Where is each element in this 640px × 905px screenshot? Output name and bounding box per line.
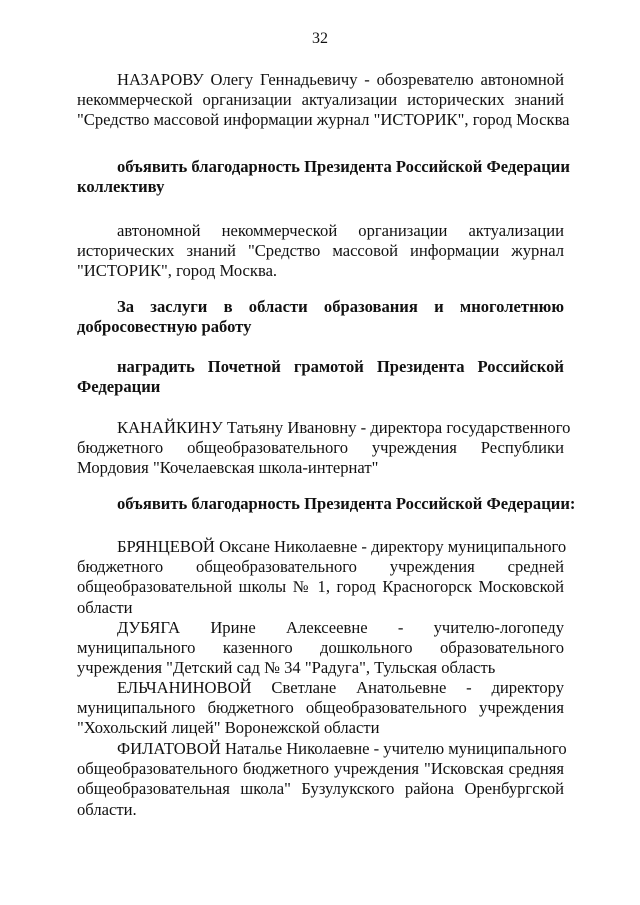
text-line: ФИЛАТОВОЙ Наталье Николаевне - учителю муниципального: [117, 739, 567, 758]
text-line: муниципального казенного дошкольного образовательного: [77, 638, 564, 658]
text-line: "Средство массовой информации журнал "ИСТОРИК", город Москва: [77, 110, 570, 130]
text-line: учреждения "Детский сад № 34 "Радуга", Тульская область: [77, 658, 496, 678]
text-line: области.: [77, 799, 137, 819]
text-line: наградить Почетной грамотой Президента Российской: [117, 357, 564, 376]
text-line: муниципального бюджетного общеобразовательного учреждения: [77, 698, 564, 718]
text-line: Мордовия "Кочелаевская школа-интернат": [77, 458, 379, 478]
award-entry-kanaykina: [77, 418, 571, 479]
text-line: бюджетного общеобразовательного учреждения Республики: [77, 438, 564, 458]
page-number: 32: [312, 30, 328, 47]
text-line: коллективу: [77, 177, 165, 197]
text-line: автономной некоммерческой организации актуализации: [117, 221, 564, 240]
award-entry-filatova: [77, 739, 567, 820]
award-entry-elchaninova: [77, 678, 564, 739]
text-line: КАНАЙКИНУ Татьяну Ивановну - директора государственного: [117, 418, 571, 437]
text-line: общеобразовательной школы № 1, город Красногорск Московской: [77, 577, 564, 597]
text-line: бюджетного общеобразовательного учреждения средней: [77, 557, 564, 577]
section-heading-gratitude: [77, 494, 576, 514]
text-line: За заслуги в области образования и многолетнюю: [117, 297, 564, 316]
text-line: "ИСТОРИК", город Москва.: [77, 261, 278, 281]
text-line: НАЗАРОВУ Олегу Геннадьевичу - обозревателю автономной: [117, 70, 564, 89]
text-line: БРЯНЦЕВОЙ Оксане Николаевне - директору муниципального: [117, 537, 567, 556]
text-line: объявить благодарность Президента Российской Федерации:: [117, 494, 576, 513]
award-entry-collective: [77, 221, 564, 282]
award-entry-nazarov: [77, 70, 570, 131]
text-line: исторических знаний "Средство массовой информации журнал: [77, 241, 564, 261]
text-line: области: [77, 597, 133, 617]
text-line: ЕЛЬЧАНИНОВОЙ Светлане Анатольевне - директору: [117, 678, 564, 697]
section-heading-merits: [77, 297, 564, 337]
award-entry-bryantseva: [77, 537, 567, 618]
text-line: некоммерческой организации актуализации исторических знаний: [77, 90, 564, 110]
text-line: Федерации: [77, 377, 161, 397]
text-line: ДУБЯГА Ирине Алексеевне - учителю-логопеду: [117, 618, 564, 637]
text-line: общеобразовательная школа" Бузулукского района Оренбургской: [77, 779, 564, 799]
text-line: объявить благодарность Президента Российской Федерации: [117, 157, 570, 176]
text-line: "Хохольский лицей" Воронежской области: [77, 718, 380, 738]
section-heading-certificate: [77, 357, 564, 397]
text-line: общеобразовательного бюджетного учреждения "Исковская средняя: [77, 759, 564, 779]
section-heading-gratitude-collective: [77, 157, 570, 197]
text-line: добросовестную работу: [77, 317, 252, 337]
award-entry-dubyaga: [77, 618, 564, 679]
